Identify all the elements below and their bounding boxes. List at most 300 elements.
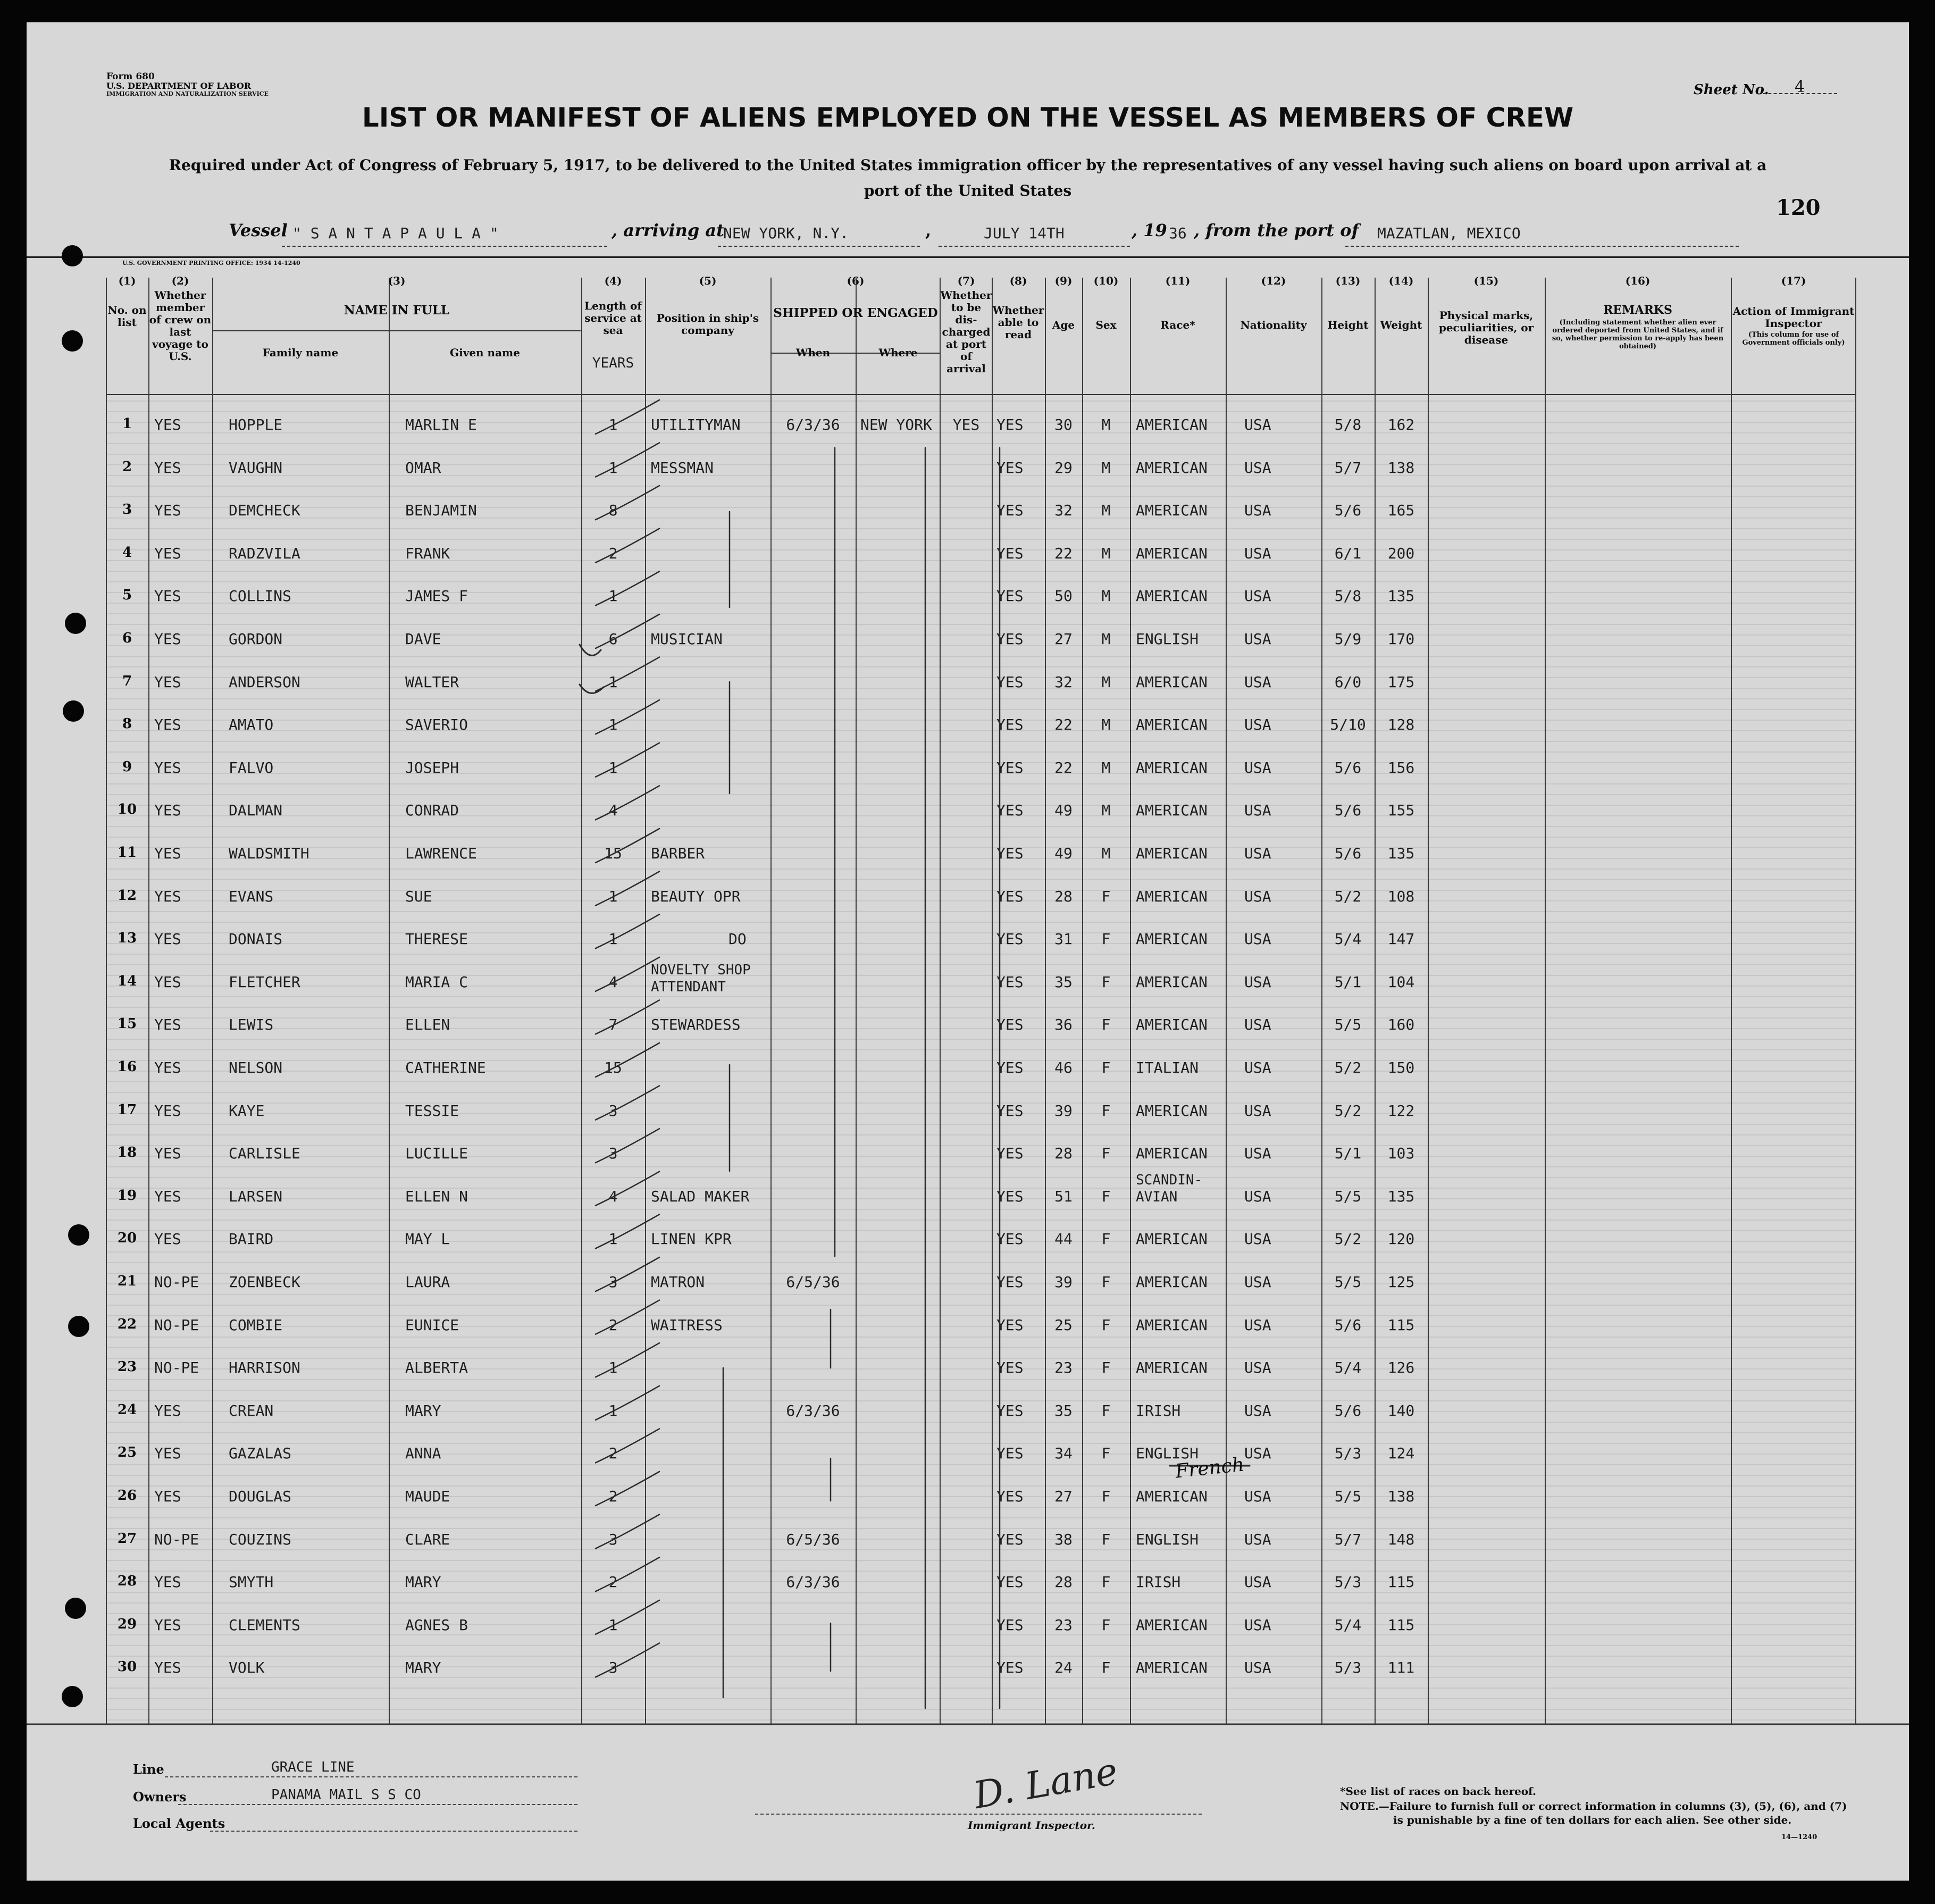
given-name: CATHERINE [405, 1059, 486, 1076]
race: AMERICAN [1136, 1230, 1208, 1248]
from-port: MAZATLAN, MEXICO [1377, 224, 1521, 242]
row-number: 18 [117, 1145, 137, 1161]
weight: 128 [1387, 716, 1415, 734]
col-1-number: (1) [118, 274, 136, 287]
weight: 111 [1387, 1659, 1415, 1677]
age: 51 [1054, 1187, 1073, 1205]
page-number: 120 [1776, 195, 1821, 220]
manifest-sheet: Form 680 U.S. DEPARTMENT OF LABOR IMMIGRATION AND NATURALIZATION SERVICE Sheet No. 4 LIST OR MANIFEST OF ALIENS EMPLOYED ON THE VESSEL AS MEMBERS OF CREW Required under Act of Congress of February 5, 1917, to be delivered to the United States immigration officer by the representatives of any vessel having such aliens on board upon arrival at a port of the United States 120 Vessel " S A N T A P A U L A " , arriving at NEW YORK, N.Y. , JULY 14TH , 19 36 , from the port of MAZATLAN, MEXICO U.S. GOVERNMENT PRINTING OFFICE: 1934 14-1240 (1) No. on list (2) Whether member of crew on last voyage to U.S. (3) NAME IN FULL Family name Given name (4) Length of service at sea YEARS (5) Position in ship's company (6) SHIPPED OR ENGAGED When Where (7) Whether to be dis-charged at port of arrival (8) Whether able to read (9) Age (10) Sex (11) Race* (12) Nationality (13) Height (14) Weight (15) Physical marks, peculiarities, or disease (16) REMARKS (Including statement whether alien ever ordered deported from United States, and if so, whether permission to re-apply has been obtained) (17) Action of Immigrant Inspector (This column for use of Government officials only) 1 YES HOPPLE MARLIN E 1 UTILITYMAN 6/3/36 NEW YORK YES YES 30 M AMERICAN USA 5/8 162 2 YES VAUGHN OMAR 1 MESSMAN YES 29 M AMERICAN USA 5/7 138 3 YES DEMCHECK BENJAMIN 8 YES 32 M AMERICAN USA 5/6 165 4 YES RADZVILA FRANK 2 YES 22 M AMERICAN USA 6/1 200 5 YES COLLINS JAMES F 1 YES 50 M AMERICAN USA 5/8 135 6 YES GORDON DAVE 6 MUSICIAN YES 27 M ENGLISH USA 5/9 170 7 YES ANDERSON WALTER 1 YES 32 M AMERICAN USA 6/0 175 8 YES AMATO SAVERIO 1 YES 22 M AMERICAN USA 5/10 128 9 YES FALVO JOSEPH 1 YES 22 M AMERICAN USA 5/6 156 10 YES DALMAN CONRAD 4 YES 49 M AMERICAN USA 5/6 155 11 YES WALDSMITH LAWRENCE 15 BARBER YES 49 M AMERICAN USA 5/6 135 12 YES EVANS SUE 1 BEAUTY OPR YES 28 F AMERICAN USA 5/2 108 13 YES DONAIS THERESE 1 DO YES 31 F AMERICAN USA 5/4 147 14 YES FLETCHER MARIA C 4 NOVELTY SHOP ATTENDANT YES 35 F AMERICAN USA 5/1 104 15 YES LEWIS ELLEN 7 STEWARDESS YES 36 F AMERICAN USA 5/5 160 16 YES NELSON CATHERINE 15 YES 46 F ITALIAN USA 5/2 150 17 YES KAYE TESSIE 3 YES 39 F AMERICAN USA 5/2 122 18 YES CARLISLE LUCILLE 3 YES 28 F AMERICAN USA 5/1 103 19 YES LARSEN ELLEN N 4 SALAD MAKER YES 51 F SCANDIN- AVIAN USA 5/5 135 20 YES BAIRD MAY L 1 LINEN KPR YES 44 F AMERICAN USA 5/2 120 21 NO-PE ZOENBECK LAURA 3 MATRON 6/5/36 YES 39 F AMERICAN USA 5/5 125 22 NO-PE COMBIE EUNICE 2 WAITRESS YES 25 F AMERICAN USA 5/6 115 23 NO-PE HARRISON ALBERTA 1 YES 23 F AMERICAN USA 5/4 126 24 YES CREAN MARY 1 6/3/36 YES 35 F IRISH USA 5/6 140 25 YES GAZALAS ANNA 2 YES 34 F ENGLISH USA 5/3 124 26 YES DOUGLAS MAUDE 2 YES 27 F AMERICAN USA 5/5 138 27 NO-PE COUZINS CLARE 3 6/5/36 YES 38 F ENGLISH USA 5/7 148 28 YES SMYTH MARY 2 6/3/36 YES 28 F IRISH USA 5/3 115 29 YES CLEMENTS AGNES B 1 YES 23 F AMERICAN USA 5/4 115 30 YES VOLK MARY 3 YES 24 F AMERICAN USA 5/3 111 French Line GRACE LINE Owners PANAMA MAIL S S CO Local Agents Immigrant Inspector. D. Lane *See list of races on back hereof. NOTE.—Failure to furnish full or correct information in columns (3), (5), (6), and (7) is punishable by a fine of ten dollars for each alien. See other side. 14—1240 [27, 22, 1909, 1881]
line-underline [165, 1776, 577, 1777]
prev-voyage: YES [154, 673, 181, 691]
sex: F [1101, 1573, 1111, 1591]
service-years: 2 [608, 544, 618, 562]
check-mark-icon [596, 571, 659, 605]
height: 5/1 [1334, 973, 1362, 991]
weight: 147 [1387, 930, 1415, 948]
service-years: 2 [608, 1444, 618, 1463]
check-mark-icon [580, 645, 601, 655]
able-to-read: YES [996, 1530, 1024, 1548]
able-to-read: YES [996, 1659, 1024, 1677]
row-number: 28 [117, 1573, 137, 1590]
service-years: 1 [608, 1616, 618, 1634]
race: AMERICAN [1136, 416, 1208, 433]
col-8-number: (8) [1009, 274, 1027, 287]
given-name: JAMES F [405, 587, 468, 605]
able-to-read: YES [996, 416, 1024, 433]
family-name: LARSEN [229, 1187, 283, 1205]
service-years: 2 [608, 1573, 618, 1591]
age: 35 [1054, 1401, 1073, 1419]
sex: F [1101, 973, 1111, 991]
weight: 122 [1387, 1101, 1415, 1120]
sex: F [1101, 1101, 1111, 1120]
col-17-number: (17) [1781, 274, 1806, 287]
given-name: MAUDE [405, 1488, 450, 1505]
sex: F [1101, 1187, 1111, 1205]
nationality: USA [1244, 1316, 1271, 1334]
age: 49 [1054, 845, 1073, 862]
col-14-label: Weight [1380, 319, 1422, 331]
nationality: USA [1244, 1616, 1271, 1634]
service-years: 15 [604, 845, 622, 862]
family-name: HARRISON [229, 1359, 300, 1377]
ship-position: SALAD MAKER [651, 1187, 750, 1205]
able-to-read: YES [996, 587, 1024, 605]
sex: F [1101, 1659, 1111, 1677]
check-mark-icon [596, 1429, 659, 1463]
nationality: USA [1244, 1016, 1271, 1034]
weight: 108 [1387, 887, 1415, 905]
race: AMERICAN [1136, 973, 1208, 991]
family-name: LEWIS [229, 1016, 274, 1034]
service-years: 1 [608, 758, 618, 776]
row-number: 9 [122, 758, 132, 775]
weight: 115 [1387, 1573, 1415, 1591]
row-number: 11 [117, 845, 137, 861]
nationality: USA [1244, 973, 1271, 991]
row-number: 27 [117, 1530, 137, 1547]
sex: M [1101, 673, 1111, 691]
row-number: 13 [117, 930, 137, 947]
subtitle-line-1: Required under Act of Congress of February 5, 1917, to be delivered to the United States immigration officer by the representatives of any vessel having such aliens on board upon arrival at a [169, 156, 1767, 174]
height: 5/6 [1334, 1401, 1362, 1419]
weight: 160 [1387, 1016, 1415, 1034]
given-name: ELLEN [405, 1016, 450, 1034]
given-name: OMAR [405, 458, 441, 477]
service-years: 4 [608, 1187, 618, 1205]
check-mark-icon [596, 1472, 659, 1506]
prev-voyage: YES [154, 1059, 181, 1076]
age: 27 [1054, 630, 1073, 648]
prev-voyage: YES [154, 1230, 181, 1248]
age: 39 [1054, 1101, 1073, 1120]
weight: 103 [1387, 1145, 1415, 1163]
given-name: AGNES B [405, 1616, 468, 1634]
given-name: MAY L [405, 1230, 450, 1248]
able-to-read: YES [996, 1316, 1024, 1334]
sheet-label: Sheet No. [1694, 82, 1769, 98]
row-number: 25 [117, 1444, 137, 1461]
check-mark-icon [596, 1300, 659, 1334]
sex: M [1101, 458, 1111, 477]
check-mark-icon [596, 1343, 659, 1377]
check-mark-icon [596, 1086, 659, 1120]
races-note: *See list of races on back hereof. [1340, 1785, 1537, 1798]
family-name: NELSON [229, 1059, 283, 1076]
col-17-label: Action of Immigrant Inspector [1732, 305, 1855, 330]
race: ENGLISH [1136, 1530, 1199, 1548]
given-name: MARY [405, 1573, 441, 1591]
able-to-read: YES [996, 973, 1024, 991]
service-years: 6 [608, 630, 618, 648]
check-mark-icon [596, 957, 659, 991]
age: 28 [1054, 1573, 1073, 1591]
sex: F [1101, 1230, 1111, 1248]
check-mark-icon [596, 1172, 659, 1206]
check-mark-icon [596, 1643, 659, 1677]
able-to-read: YES [996, 544, 1024, 562]
height: 6/0 [1334, 673, 1362, 691]
weight: 150 [1387, 1059, 1415, 1076]
shipped-when: 6/5/36 [786, 1530, 840, 1548]
family-name: AMATO [229, 716, 274, 734]
weight: 138 [1387, 1488, 1415, 1505]
family-name: BAIRD [229, 1230, 274, 1248]
race: AMERICAN [1136, 673, 1208, 691]
given-name: MARY [405, 1659, 441, 1677]
check-mark-icon [596, 743, 659, 777]
given-name: MARIA C [405, 973, 468, 991]
binder-hole [68, 1224, 89, 1246]
race: AMERICAN [1136, 587, 1208, 605]
sheet-number: 4 [1795, 78, 1805, 96]
service-years: 1 [608, 716, 618, 734]
nationality: USA [1244, 502, 1271, 520]
service-years: 3 [608, 1101, 618, 1120]
ship-position: MATRON [651, 1273, 705, 1291]
service-name: IMMIGRATION AND NATURALIZATION SERVICE [106, 90, 269, 97]
nationality: USA [1244, 1444, 1271, 1463]
col-11-number: (11) [1165, 274, 1191, 287]
family-name: DOUGLAS [229, 1488, 292, 1505]
race: IRISH [1136, 1573, 1181, 1591]
col-6-where: Where [878, 346, 918, 359]
race: AMERICAN [1136, 458, 1208, 477]
able-to-read: YES [996, 1187, 1024, 1205]
age: 39 [1054, 1273, 1073, 1291]
prev-voyage: YES [154, 887, 181, 905]
col-10-number: (10) [1093, 274, 1119, 287]
age: 34 [1054, 1444, 1073, 1463]
sex: F [1101, 1488, 1111, 1505]
check-mark-icon [596, 1043, 659, 1077]
family-name: CARLISLE [229, 1145, 300, 1163]
col-6-when: When [795, 346, 831, 359]
local-agents-label: Local Agents [133, 1816, 225, 1831]
service-years: 7 [608, 1016, 618, 1034]
sex: F [1101, 1316, 1111, 1334]
service-years: 4 [608, 801, 618, 820]
subtitle-line-2: port of the United States [864, 182, 1072, 199]
family-name: VOLK [229, 1659, 265, 1677]
service-years: 1 [608, 1401, 618, 1419]
ship-position: STEWARDESS [651, 1016, 741, 1034]
family-name: FALVO [229, 758, 274, 776]
service-years: 1 [608, 887, 618, 905]
shipped-when: 6/3/36 [786, 416, 840, 433]
shipped-when: 6/3/36 [786, 1573, 840, 1591]
weight: 120 [1387, 1230, 1415, 1248]
prev-voyage: YES [154, 1444, 181, 1463]
ship-position: MESSMAN [651, 458, 714, 477]
prev-voyage: YES [154, 758, 181, 776]
age: 49 [1054, 801, 1073, 820]
row-number: 4 [122, 544, 132, 561]
age: 23 [1054, 1616, 1073, 1634]
col-6-number: (6) [847, 274, 865, 287]
col-2-number: (2) [171, 274, 189, 287]
prev-voyage: NO-PE [154, 1530, 199, 1548]
ship-position: MUSICIAN [651, 630, 723, 648]
owners-underline [178, 1804, 577, 1805]
family-name: DONAIS [229, 930, 283, 948]
prev-voyage: YES [154, 416, 181, 433]
nationality: USA [1244, 1230, 1271, 1248]
service-years: 3 [608, 1273, 618, 1291]
nationality: USA [1244, 801, 1271, 820]
height: 5/6 [1334, 845, 1362, 862]
weight: 115 [1387, 1316, 1415, 1334]
sex: F [1101, 1530, 1111, 1548]
sex: F [1101, 1059, 1111, 1076]
family-name: FLETCHER [229, 973, 300, 991]
given-name: CLARE [405, 1530, 450, 1548]
family-name: ANDERSON [229, 673, 300, 691]
check-mark-icon [596, 1386, 659, 1420]
col-3-given: Given name [450, 346, 520, 359]
able-to-read: YES [996, 458, 1024, 477]
vessel-name: " S A N T A P A U L A " [292, 224, 499, 242]
age: 27 [1054, 1488, 1073, 1505]
row-number: 22 [117, 1316, 137, 1332]
able-to-read: YES [996, 1101, 1024, 1120]
col-9-number: (9) [1054, 274, 1073, 287]
arriving-port: NEW YORK, N.Y. [723, 224, 849, 242]
sex: M [1101, 716, 1111, 734]
weight: 148 [1387, 1530, 1415, 1548]
col-3-label: NAME IN FULL [344, 303, 450, 318]
row-number: 21 [117, 1273, 137, 1289]
col-17-note: (This column for use of Government officials only) [1742, 331, 1845, 347]
page-title: LIST OR MANIFEST OF ALIENS EMPLOYED ON THE VESSEL AS MEMBERS OF CREW [362, 102, 1574, 133]
weight: 135 [1387, 1187, 1415, 1205]
race: ITALIAN [1136, 1059, 1199, 1076]
ship-position: NOVELTY SHOP ATTENDANT [651, 962, 751, 995]
note-line-2: is punishable by a fine of ten dollars for each alien. See other side. [1393, 1814, 1792, 1826]
check-mark-icon [596, 1214, 659, 1248]
col-11-label: Race* [1160, 319, 1195, 331]
height: 5/2 [1334, 1059, 1362, 1076]
service-years: 2 [608, 1488, 618, 1505]
prev-voyage: YES [154, 801, 181, 820]
height: 5/6 [1334, 801, 1362, 820]
given-name: SUE [405, 887, 432, 905]
sex: F [1101, 1016, 1111, 1034]
check-mark-icon [596, 1557, 659, 1591]
check-mark-icon [596, 1257, 659, 1291]
weight: 138 [1387, 458, 1415, 477]
nationality: USA [1244, 1101, 1271, 1120]
prev-voyage: YES [154, 1401, 181, 1419]
row-number: 10 [117, 801, 137, 818]
sex: M [1101, 845, 1111, 862]
prev-voyage: YES [154, 1016, 181, 1034]
sex: M [1101, 416, 1111, 433]
col-5-number: (5) [699, 274, 717, 287]
height: 5/8 [1334, 587, 1362, 605]
note-label: NOTE. [1340, 1800, 1379, 1813]
able-to-read: YES [996, 1444, 1024, 1463]
row-number: 7 [122, 673, 132, 689]
service-years: 1 [608, 587, 618, 605]
family-name: EVANS [229, 887, 274, 905]
prev-voyage: YES [154, 1616, 181, 1634]
race: AMERICAN [1136, 801, 1208, 820]
height: 5/3 [1334, 1444, 1362, 1463]
race: AMERICAN [1136, 758, 1208, 776]
col-13-label: Height [1327, 319, 1369, 331]
able-to-read: YES [996, 1016, 1024, 1034]
check-mark-icon [596, 486, 659, 520]
nationality: USA [1244, 887, 1271, 905]
note-line-1 [1340, 1800, 1847, 1813]
ship-position: WAITRESS [651, 1316, 723, 1334]
col-12-number: (12) [1261, 274, 1286, 287]
row-number: 8 [122, 716, 132, 732]
check-mark-icon [596, 1600, 659, 1634]
height: 5/7 [1334, 1530, 1362, 1548]
weight: 165 [1387, 502, 1415, 520]
nationality: USA [1244, 416, 1271, 433]
height: 6/1 [1334, 544, 1362, 562]
col-13-number: (13) [1335, 274, 1361, 287]
race: AMERICAN [1136, 1145, 1208, 1163]
race: AMERICAN [1136, 1273, 1208, 1291]
col-1-label: No. on list [107, 304, 147, 329]
age: 31 [1054, 930, 1073, 948]
sex: M [1101, 587, 1111, 605]
prev-voyage: NO-PE [154, 1273, 199, 1291]
family-name: WALDSMITH [229, 845, 309, 862]
binder-hole [62, 1686, 83, 1707]
service-years: 3 [608, 1659, 618, 1677]
col-14-number: (14) [1388, 274, 1414, 287]
row-number: 29 [117, 1616, 137, 1632]
able-to-read: YES [996, 801, 1024, 820]
check-mark-icon [596, 786, 659, 820]
age: 24 [1054, 1659, 1073, 1677]
row-number: 16 [117, 1059, 137, 1075]
binder-hole [62, 245, 83, 266]
sex: F [1101, 1444, 1111, 1463]
race: IRISH [1136, 1401, 1181, 1419]
col-2-label: Whether member of crew on last voyage to U.S. [149, 289, 212, 363]
able-to-read: YES [996, 502, 1024, 520]
height: 5/4 [1334, 1616, 1362, 1634]
age: 32 [1054, 673, 1073, 691]
service-years: 2 [608, 1316, 618, 1334]
age: 46 [1054, 1059, 1073, 1076]
weight: 140 [1387, 1401, 1415, 1419]
height: 5/1 [1334, 1145, 1362, 1163]
race: AMERICAN [1136, 716, 1208, 734]
sex: M [1101, 502, 1111, 520]
row-number: 6 [122, 630, 132, 646]
prev-voyage: YES [154, 1659, 181, 1677]
family-name: COLLINS [229, 587, 292, 605]
sex: F [1101, 1616, 1111, 1634]
ship-position: BEAUTY OPR [651, 887, 741, 905]
nationality: USA [1244, 1573, 1271, 1591]
given-name: ANNA [405, 1444, 441, 1463]
height: 5/5 [1334, 1488, 1362, 1505]
check-mark-icon [596, 443, 659, 477]
race: AMERICAN [1136, 1316, 1208, 1334]
line-value: GRACE LINE [271, 1759, 355, 1775]
race: AMERICAN [1136, 544, 1208, 562]
check-mark-icon [596, 1515, 659, 1549]
able-to-read: YES [996, 1401, 1024, 1419]
row-number: 19 [117, 1187, 137, 1204]
age: 28 [1054, 1145, 1073, 1163]
family-name: RADZVILA [229, 544, 300, 562]
sex: F [1101, 1273, 1111, 1291]
weight: 155 [1387, 801, 1415, 820]
service-years: 1 [608, 930, 618, 948]
sex: F [1101, 1359, 1111, 1377]
given-name: DAVE [405, 630, 441, 648]
able-to-read: YES [996, 887, 1024, 905]
row-number: 23 [117, 1359, 137, 1375]
prev-voyage: NO-PE [154, 1316, 199, 1334]
age: 32 [1054, 502, 1073, 520]
owners-label: Owners [133, 1789, 187, 1805]
weight: 135 [1387, 845, 1415, 862]
height: 5/4 [1334, 1359, 1362, 1377]
from-label: , from the port of [1194, 220, 1359, 240]
nationality: USA [1244, 758, 1271, 776]
inspector-signature: D. Lane [970, 1749, 1121, 1818]
given-name: SAVERIO [405, 716, 468, 734]
age: 23 [1054, 1359, 1073, 1377]
weight: 175 [1387, 673, 1415, 691]
nationality: USA [1244, 930, 1271, 948]
height: 5/5 [1334, 1273, 1362, 1291]
service-years: 3 [608, 1530, 618, 1548]
age: 44 [1054, 1230, 1073, 1248]
able-to-read: YES [996, 1230, 1024, 1248]
race: AMERICAN [1136, 1359, 1208, 1377]
binder-hole [65, 1598, 86, 1619]
discharged: YES [952, 416, 980, 433]
check-mark-icon [596, 529, 659, 563]
check-mark-icon [596, 400, 659, 434]
nationality: USA [1244, 673, 1271, 691]
family-name: GORDON [229, 630, 283, 648]
service-years: 3 [608, 1145, 618, 1163]
able-to-read: YES [996, 1059, 1024, 1076]
age: 29 [1054, 458, 1073, 477]
